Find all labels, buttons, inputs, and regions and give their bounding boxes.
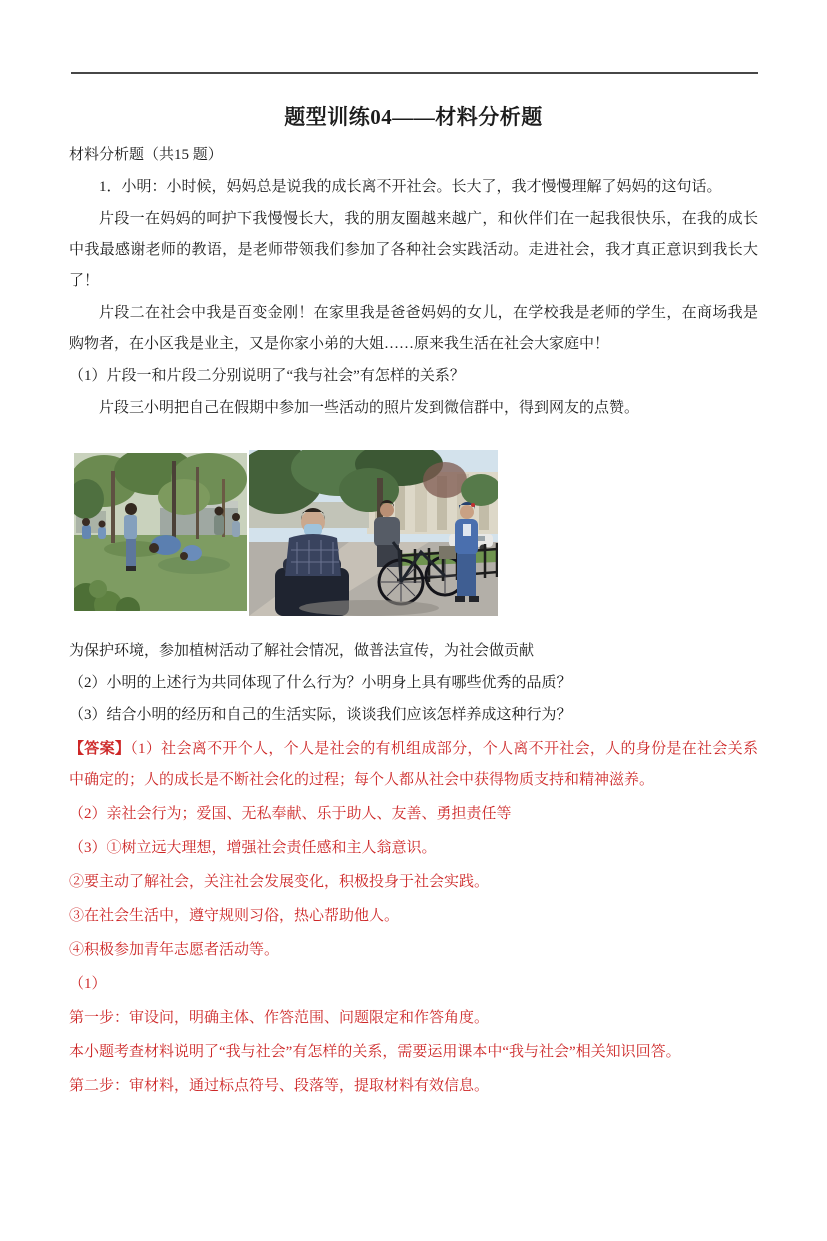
material-fragment-1: 片段一在妈妈的呵护下我慢慢长大，我的朋友圈越来越广，和伙伴们在一起我很快乐，在我的成长中我最感谢老师的教语，是老师带领我们参加了各种社会实践活动。走进社会，我才真正意识到我长大了！ [69,211,758,289]
tree-planting-photo [74,453,247,611]
sub-question-1: （1）片段一和片段二分别说明了“我与社会”有怎样的关系？ [69,368,465,384]
answer-part-3-point-1: （3）①树立远大理想，增强社会责任感和主人翁意识。 [69,840,437,856]
answer-1-text: （1）社会离不开个人，个人是社会的有机组成部分，个人离不开社会，人的身份是在社会关系中确定的；人的成长是不断社会化的过程；每个人都从社会中获得物质支持和精神滋养。 [69,741,758,788]
analysis-question-number: （1） [69,976,107,992]
answer-part-2: （2）亲社会行为；爱国、无私奉献、乐于助人、友善、勇担责任等 [69,806,512,822]
answer-part-1 [69,734,758,796]
section-heading: 材料分析题（共15 题） [69,147,223,163]
sub-question-2: （2）小明的上述行为共同体现了什么行为？小明身上具有哪些优秀的品质？ [69,675,572,691]
photo-caption: 为保护环境，参加植树活动了解社会情况，做普法宣传，为社会做贡献 [69,643,535,659]
street-volunteer-photo [249,450,498,616]
sub-question-3: （3）结合小明的经历和自己的生活实际，谈谈我们应该怎样养成这种行为？ [69,707,572,723]
answer-part-3-point-3: ③在社会生活中，遵守规则习俗，热心帮助他人。 [69,908,400,924]
answer-part-3-point-4: ④积极参加青年志愿者活动等。 [69,942,280,958]
material-fragment-2: 片段二在社会中我是百变金刚！在家里我是爸爸妈妈的女儿，在学校我是老师的学生，在商场我是购物者，在小区我是业主，又是你家小弟的大姐……原来我生活在社会大家庭中！ [69,305,758,352]
analysis-step-1: 第一步：审设问，明确主体、作答范围、问题限定和作答角度。 [69,1010,490,1026]
page-title: 题型训练04——材料分析题 [284,105,543,129]
answer-part-3-point-2: ②要主动了解社会，关注社会发展变化，积极投身于社会实践。 [69,874,490,890]
photo-row [74,450,758,616]
question-intro: 1．小明：小时候，妈妈总是说我的成长离不开社会。长大了，我才慢慢理解了妈妈的这句话。 [99,179,722,195]
document-page [0,72,827,1102]
analysis-step-2: 第二步：审材料，通过标点符号、段落等，提取材料有效信息。 [69,1078,490,1094]
header-divider [71,72,758,74]
material-fragment-3: 片段三小明把自己在假期中参加一些活动的照片发到微信群中，得到网友的点赞。 [99,400,640,416]
answer-label: 【答案】 [69,741,131,757]
analysis-step-1-detail: 本小题考查材料说明了“我与社会”有怎样的关系，需要运用课本中“我与社会”相关知识回答。 [69,1044,681,1060]
